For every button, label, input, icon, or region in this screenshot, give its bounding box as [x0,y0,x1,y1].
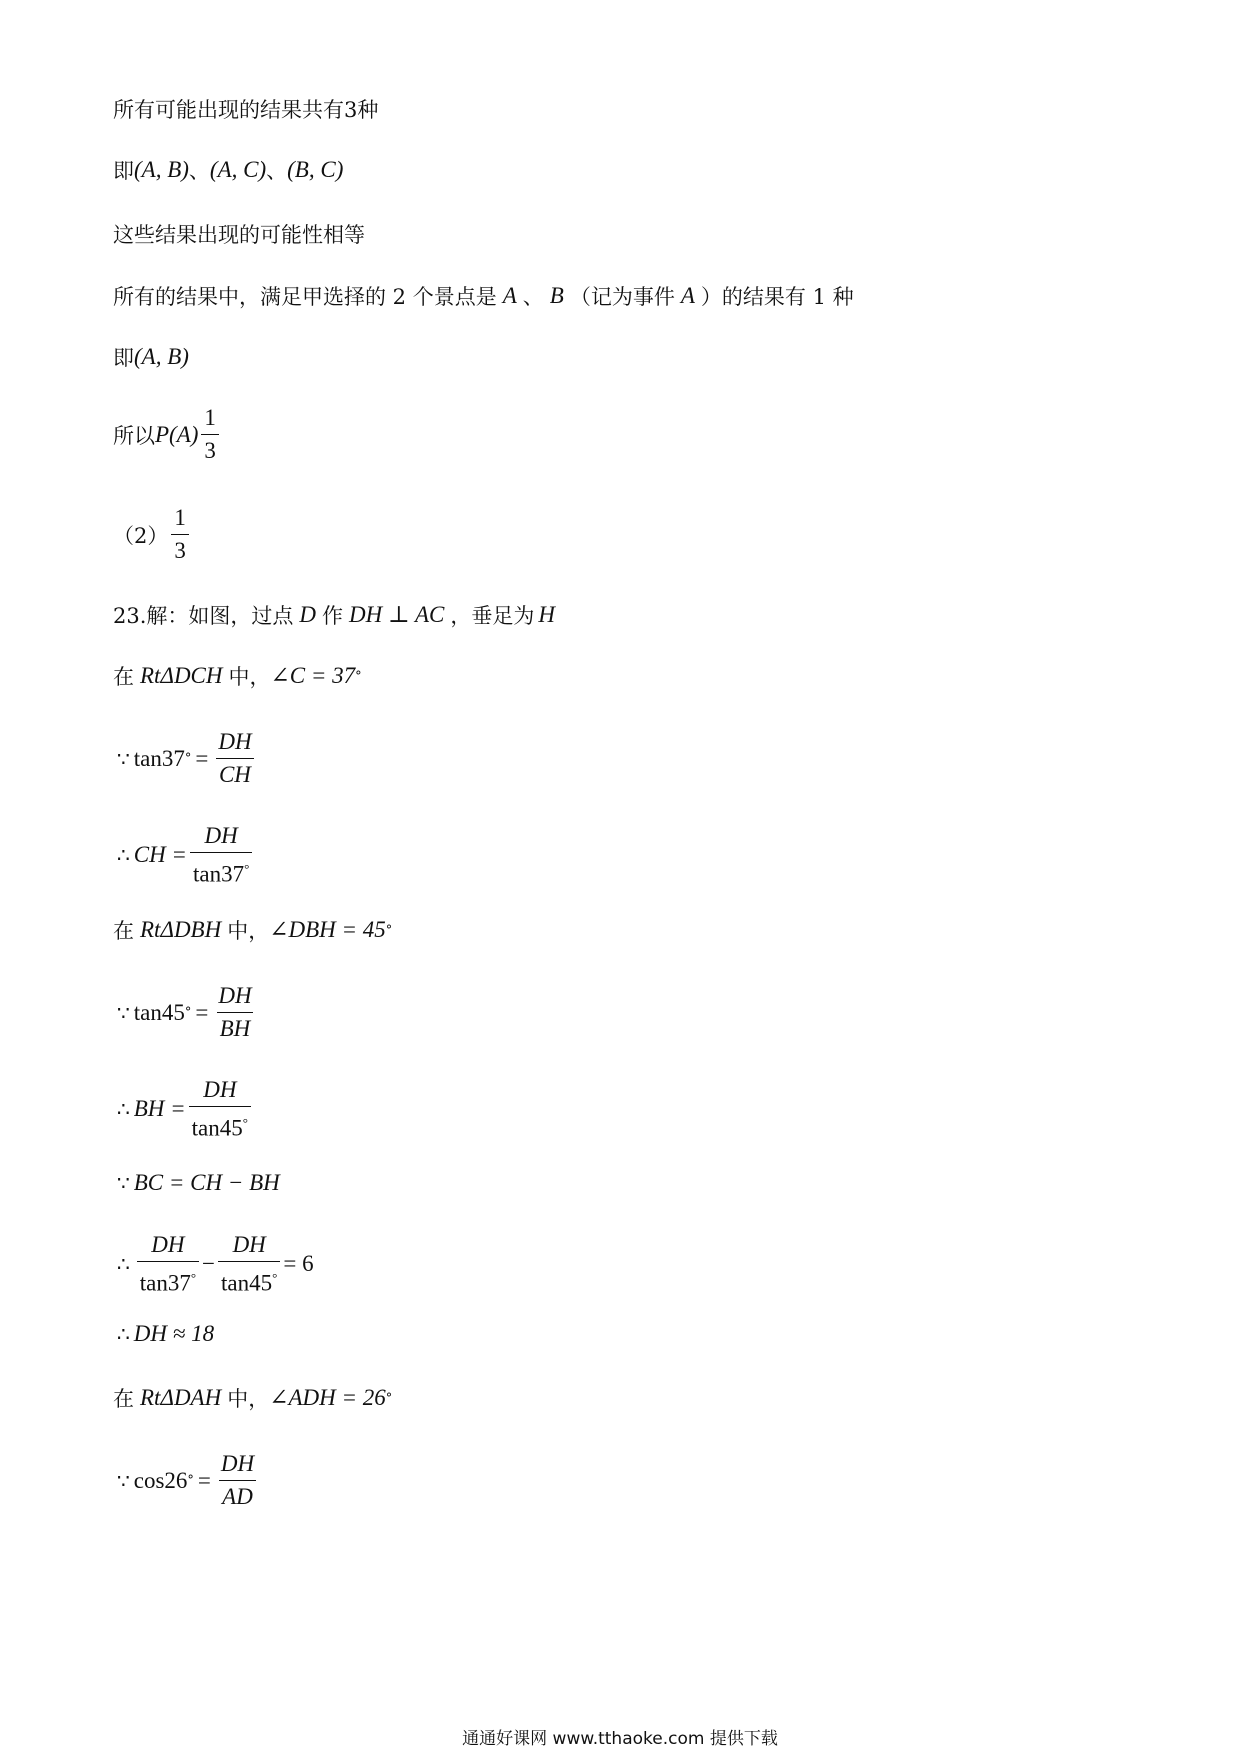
denominator-text: tan37 [139,1270,191,1296]
math-expr: BC = CH − BH [133,1170,280,1195]
line-outcomes-list [113,155,343,185]
numerator: DH [232,1232,266,1257]
degree-symbol: ° [244,861,250,876]
degree-symbol: ° [184,1005,192,1020]
text: 所有可能出现的结果共有3种 [113,98,379,122]
math-expr: cos26 [133,1467,188,1493]
degree-symbol: ° [190,1270,197,1285]
line-total-outcomes [113,94,378,124]
fraction [218,1449,257,1512]
line-rt-dah [113,1383,392,1413]
text: 中， [227,1387,270,1411]
denominator: 3 [201,434,219,466]
text: 即 [113,346,134,370]
math-var: A [680,283,695,308]
text: 所以 [113,423,155,448]
line-ch [113,821,255,890]
degree-symbol: ° [242,1115,248,1130]
because-symbol: ∵ [117,1171,130,1195]
math-triangle: RtΔDAH [140,1385,222,1410]
math-pair: (B, C) [287,157,344,182]
text: 23.解：如图，过点 [113,604,294,628]
math-expr: ∠C = 37 [270,663,356,688]
math-var: B [549,283,564,308]
minus: − [202,1251,216,1277]
fraction [137,1230,199,1299]
denominator [190,852,252,890]
line-problem-23 [113,600,555,630]
math-triangle: RtΔDCH [140,663,223,688]
fraction [215,981,254,1044]
therefore-symbol: ∴ [117,1252,130,1277]
because-symbol: ∵ [117,1000,130,1025]
numerator: 1 [174,505,186,530]
math-pair: (A, B) [134,344,189,369]
page-footer: 通通好课网 www.tthaoke.com 提供下载 [462,1729,778,1749]
line-bh [113,1075,254,1144]
line-tan45 [113,981,258,1044]
fraction [201,403,219,466]
numerator: DH [218,983,252,1008]
text: 作 [322,604,344,628]
degree-symbol: ° [272,1270,278,1285]
math-expr: = 6 [283,1251,314,1277]
line-rt-dbh [113,915,392,945]
degree-symbol: ° [385,1390,393,1406]
denominator-text: tan45 [221,1270,273,1296]
line-tan37 [113,727,258,790]
numerator: DH [203,1077,237,1102]
line-cos26 [113,1449,260,1512]
text: 所有的结果中，满足甲选择的 2 个景点是 [113,285,497,309]
math-expr: CH = [133,842,187,868]
math-var: D [299,602,317,627]
math-var: H [538,602,555,627]
because-symbol: ∵ [117,1468,130,1493]
line-equally-likely [113,219,365,249]
math-expr: ∠DBH = 45 [269,917,386,942]
line-difference [113,1230,314,1299]
text: 即 [113,159,134,183]
numerator: 1 [204,405,216,430]
line-favorable [113,342,189,372]
numerator: DH [218,729,252,754]
numerator: DH [151,1232,185,1257]
math-triangle: RtΔDBH [140,917,222,942]
degree-symbol: ° [355,668,362,684]
because-symbol: ∵ [117,746,130,771]
line-event-a [113,281,854,311]
math-expr: tan37 [133,745,185,771]
text: （记为事件 [569,285,675,309]
text: 中， [228,665,271,689]
denominator [137,1261,199,1299]
text: ）的结果有 1 种 [700,285,854,309]
math-expr: DH ⊥ AC [349,602,445,627]
numerator: DH [204,823,238,848]
separator: 、 [266,159,288,183]
math-pair: (A, B) [134,157,189,182]
numerator: DH [220,1451,255,1476]
math-expr: ∠ADH = 26 [269,1385,386,1410]
text: 中， [227,919,270,943]
text: ，垂足为 [450,604,535,628]
math-var: A [502,283,517,308]
text: 、 [522,285,544,309]
fraction [171,503,189,566]
fraction [190,821,252,890]
math-expr: tan45 [133,999,185,1025]
line-bc [113,1170,280,1196]
denominator-text: tan45 [191,1115,243,1141]
equals: = [195,745,209,771]
separator: 、 [188,159,210,183]
line-rt-dch [113,661,362,691]
text: 这些结果出现的可能性相等 [113,223,365,247]
math-pair: (A, C) [209,157,267,182]
denominator-text: tan37 [192,861,245,887]
equals: = [195,999,209,1025]
denominator [189,1106,251,1144]
therefore-symbol: ∴ [117,843,130,868]
math-expr: DH ≈ 18 [133,1321,215,1346]
part-label: （2） [113,523,169,548]
degree-symbol: ° [184,751,192,766]
therefore-symbol: ∴ [117,1097,130,1122]
fraction [215,727,254,790]
line-part-2 [113,503,192,566]
denominator: 3 [171,534,189,566]
math-expr: P(A) [155,421,199,447]
line-probability [113,403,222,466]
equals: = [197,1467,211,1493]
text: 在 [113,919,134,943]
degree-symbol: ° [187,1473,194,1488]
text: 在 [113,665,134,689]
denominator: BH [217,1012,254,1044]
denominator [218,1261,280,1299]
therefore-symbol: ∴ [117,1322,130,1346]
line-dh-approx [113,1321,214,1347]
math-expr: BH = [133,1096,186,1122]
degree-symbol: ° [385,922,393,938]
denominator: AD [219,1480,256,1512]
denominator: CH [216,758,254,790]
fraction [189,1075,251,1144]
fraction [218,1230,280,1299]
text: 在 [113,1387,134,1411]
